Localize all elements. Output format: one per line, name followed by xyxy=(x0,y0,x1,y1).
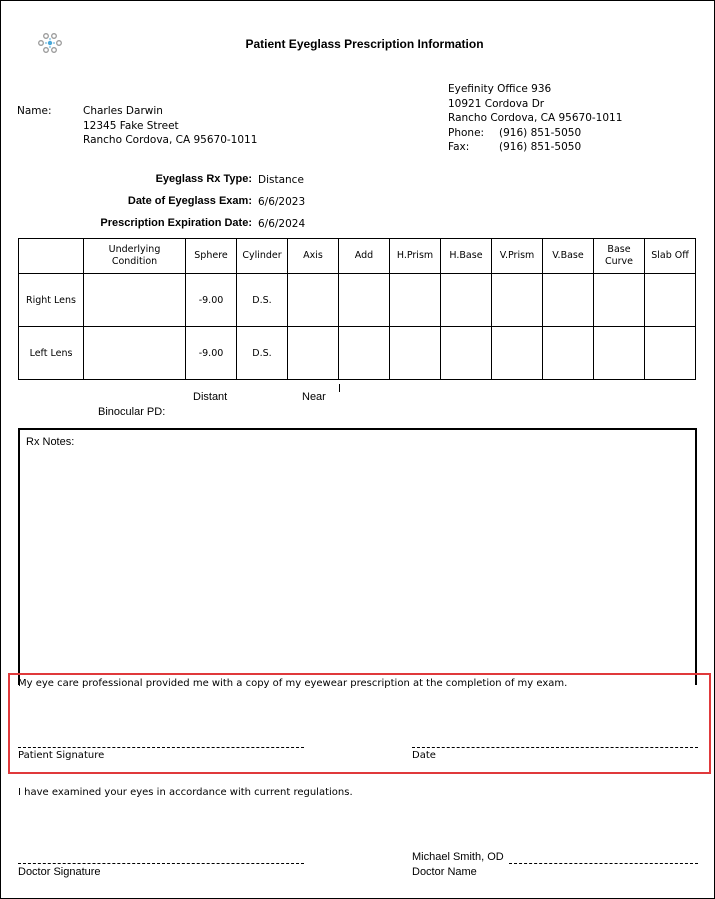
table-row xyxy=(19,274,696,327)
rx-notes-label: Rx Notes: xyxy=(26,436,75,448)
table-cell: -9.00 xyxy=(186,274,237,327)
pd-divider xyxy=(339,384,340,392)
table-cell xyxy=(84,274,186,327)
table-cell xyxy=(594,327,645,380)
doctor-name-line xyxy=(509,863,698,864)
patient-signature-label: Patient Signature xyxy=(18,750,105,761)
table-header xyxy=(19,239,84,274)
table-cell xyxy=(492,274,543,327)
page-title: Patient Eyeglass Prescription Information xyxy=(245,37,484,51)
doctor-signature-line[interactable] xyxy=(18,863,304,864)
doctor-name-label: Doctor Name xyxy=(412,866,477,878)
office-name: Eyefinity Office 936 xyxy=(448,83,552,95)
patient-signature-line[interactable] xyxy=(18,747,304,748)
table-header: V.Prism xyxy=(492,239,543,274)
table-cell xyxy=(543,327,594,380)
patient-name: Charles Darwin xyxy=(83,105,163,117)
table-header: Sphere xyxy=(186,239,237,274)
table-header: V.Base xyxy=(543,239,594,274)
table-header: H.Base xyxy=(441,239,492,274)
table-header: Axis xyxy=(288,239,339,274)
rx-type-label: Eyeglass Rx Type: xyxy=(155,173,252,185)
office-block xyxy=(448,82,622,155)
table-cell xyxy=(441,327,492,380)
fax-label: Fax: xyxy=(448,141,470,153)
phone-label: Phone: xyxy=(448,126,485,139)
exam-date-value: 6/6/2023 xyxy=(258,196,306,208)
table-cell xyxy=(84,327,186,380)
table-cell: D.S. xyxy=(237,274,288,327)
table-cell xyxy=(390,327,441,380)
expiration-date-value: 6/6/2024 xyxy=(258,218,306,230)
exam-statement: I have examined your eyes in accordance with current regulations. xyxy=(18,787,353,798)
table-cell: Left Lens xyxy=(19,327,84,380)
office-address-line2: Rancho Cordova, CA 95670-1011 xyxy=(448,112,623,124)
table-cell xyxy=(339,327,390,380)
table-header: Underlying Condition xyxy=(84,239,186,274)
table-header: Cylinder xyxy=(237,239,288,274)
doctor-name: Michael Smith, OD xyxy=(412,851,504,863)
consent-text: My eye care professional provided me with a copy of my eyewear prescription at the completion of my exam. xyxy=(18,678,568,689)
binocular-pd-label: Binocular PD: xyxy=(98,406,166,418)
table-header: Add xyxy=(339,239,390,274)
table-header: Slab Off xyxy=(645,239,696,274)
table-cell xyxy=(390,274,441,327)
table-cell xyxy=(288,274,339,327)
table-cell: D.S. xyxy=(237,327,288,380)
pd-near-label: Near xyxy=(302,391,326,403)
exam-date-label: Date of Eyeglass Exam: xyxy=(127,195,252,207)
expiration-date-label: Prescription Expiration Date: xyxy=(100,217,252,229)
name-label: Name: xyxy=(17,105,52,117)
office-fax-row xyxy=(448,140,622,155)
table-cell xyxy=(441,274,492,327)
table-cell xyxy=(339,274,390,327)
date-label: Date xyxy=(412,750,436,761)
table-cell xyxy=(492,327,543,380)
office-phone-row xyxy=(448,126,622,141)
table-header: H.Prism xyxy=(390,239,441,274)
table-cell xyxy=(645,327,696,380)
table-header-row xyxy=(19,239,696,274)
table-cell xyxy=(645,274,696,327)
date-line[interactable] xyxy=(412,747,698,748)
patient-address-line2: Rancho Cordova, CA 95670-1011 xyxy=(83,134,258,146)
table-row xyxy=(19,327,696,380)
office-fax: (916) 851-5050 xyxy=(499,141,582,153)
pd-distant-label: Distant xyxy=(193,391,228,403)
patient-block xyxy=(83,104,257,148)
office-address-line1: 10921 Cordova Dr xyxy=(448,97,545,110)
doctor-signature-label: Doctor Signature xyxy=(18,866,101,878)
rx-type-value: Distance xyxy=(258,174,304,186)
prescription-table xyxy=(18,238,696,380)
table-cell xyxy=(594,274,645,327)
rx-notes-box xyxy=(18,428,697,685)
table-cell xyxy=(543,274,594,327)
table-cell: Right Lens xyxy=(19,274,84,327)
table-header: Base Curve xyxy=(594,239,645,274)
table-cell: -9.00 xyxy=(186,327,237,380)
patient-address-line1: 12345 Fake Street xyxy=(83,119,179,132)
table-cell xyxy=(288,327,339,380)
office-phone: (916) 851-5050 xyxy=(499,126,582,139)
